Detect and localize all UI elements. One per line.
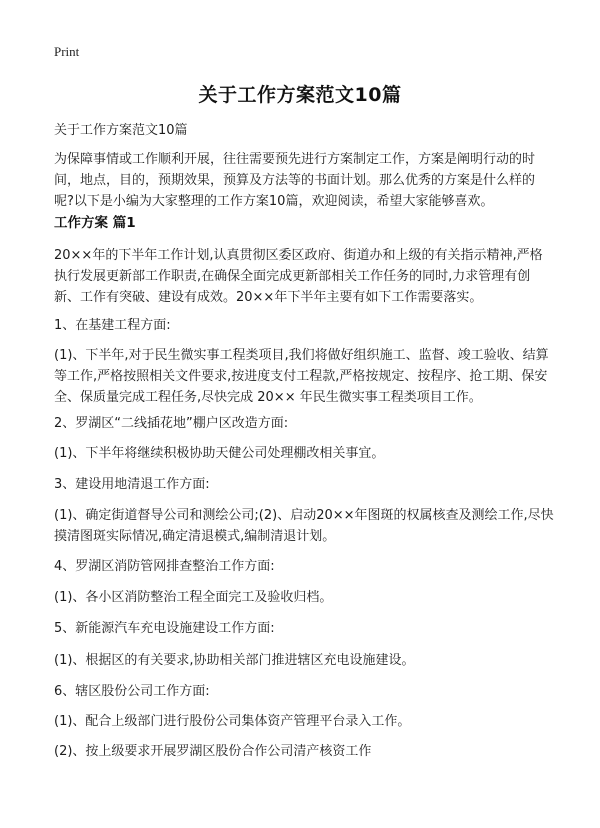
item-2-heading: 2、罗湖区“二线插花地”棚户区改造方面: [54,416,289,431]
subtitle: 关于工作方案范文10篇 [54,123,188,138]
item-1-detail: (1)、下半年,对于民生微实事工程类项目,我们将做好组织施工、监督、竣工验收、结算等工作,严格按照相关文件要求,按进度支付工程款,严格按规定、按程序、抢工期、保安全、保质量完成工程任务,尽快完成 20×× 年民生微实事工程类项目工作。 [54,348,549,405]
intro-paragraph: 为保障事情或工作顺利开展，往往需要预先进行方案制定工作，方案是阐明行动的时间，地点，目的，预期效果，预算及方法等的书面计划。那么优秀的方案是什么样的呢?以下是小编为大家整理的工作方案10篇，欢迎阅读，希望大家能够喜欢。 [54,152,536,209]
item-6-detail-1: (1)、配合上级部门进行股份公司集体资产管理平台录入工作。 [54,714,411,729]
item-3-detail: (1)、确定街道督导公司和测绘公司;(2)、启动20××年图斑的权属核查及测绘工作,尽快摸清图斑实际情况,确定清退模式,编制清退计划。 [54,508,554,544]
section-heading: 工作方案 篇1 [54,215,136,231]
item-1-heading: 1、在基建工程方面: [54,318,171,333]
item-6-detail-2: (2)、按上级要求开展罗湖区股份合作公司清产核资工作 [54,744,372,759]
page-title: 关于工作方案范文10篇 [198,84,402,106]
item-5-detail: (1)、根据区的有关要求,协助相关部门推进辖区充电设施建设。 [54,653,415,668]
item-6-heading: 6、辖区股份公司工作方面: [54,684,210,699]
item-2-detail: (1)、下半年将继续积极协助天健公司处理棚改相关事宜。 [54,446,385,461]
item-3-heading: 3、建设用地清退工作方面: [54,477,210,492]
body-paragraph-intro: 20××年的下半年工作计划,认真贯彻区委区政府、街道办和上级的有关指示精神,严格执行发展更新部工作职责,在确保全面完成更新部相关工作任务的同时,力求管理有创新、工作有突破、建设有成效。20××年下半年主要有如下工作需要落实。 [54,248,543,305]
item-4-detail: (1)、各小区消防整治工程全面完工及验收归档。 [54,590,333,605]
item-5-heading: 5、新能源汽车充电设施建设工作方面: [54,621,275,636]
item-4-heading: 4、罗湖区消防管网排查整治工作方面: [54,559,275,574]
print-link[interactable]: Print [54,44,80,59]
